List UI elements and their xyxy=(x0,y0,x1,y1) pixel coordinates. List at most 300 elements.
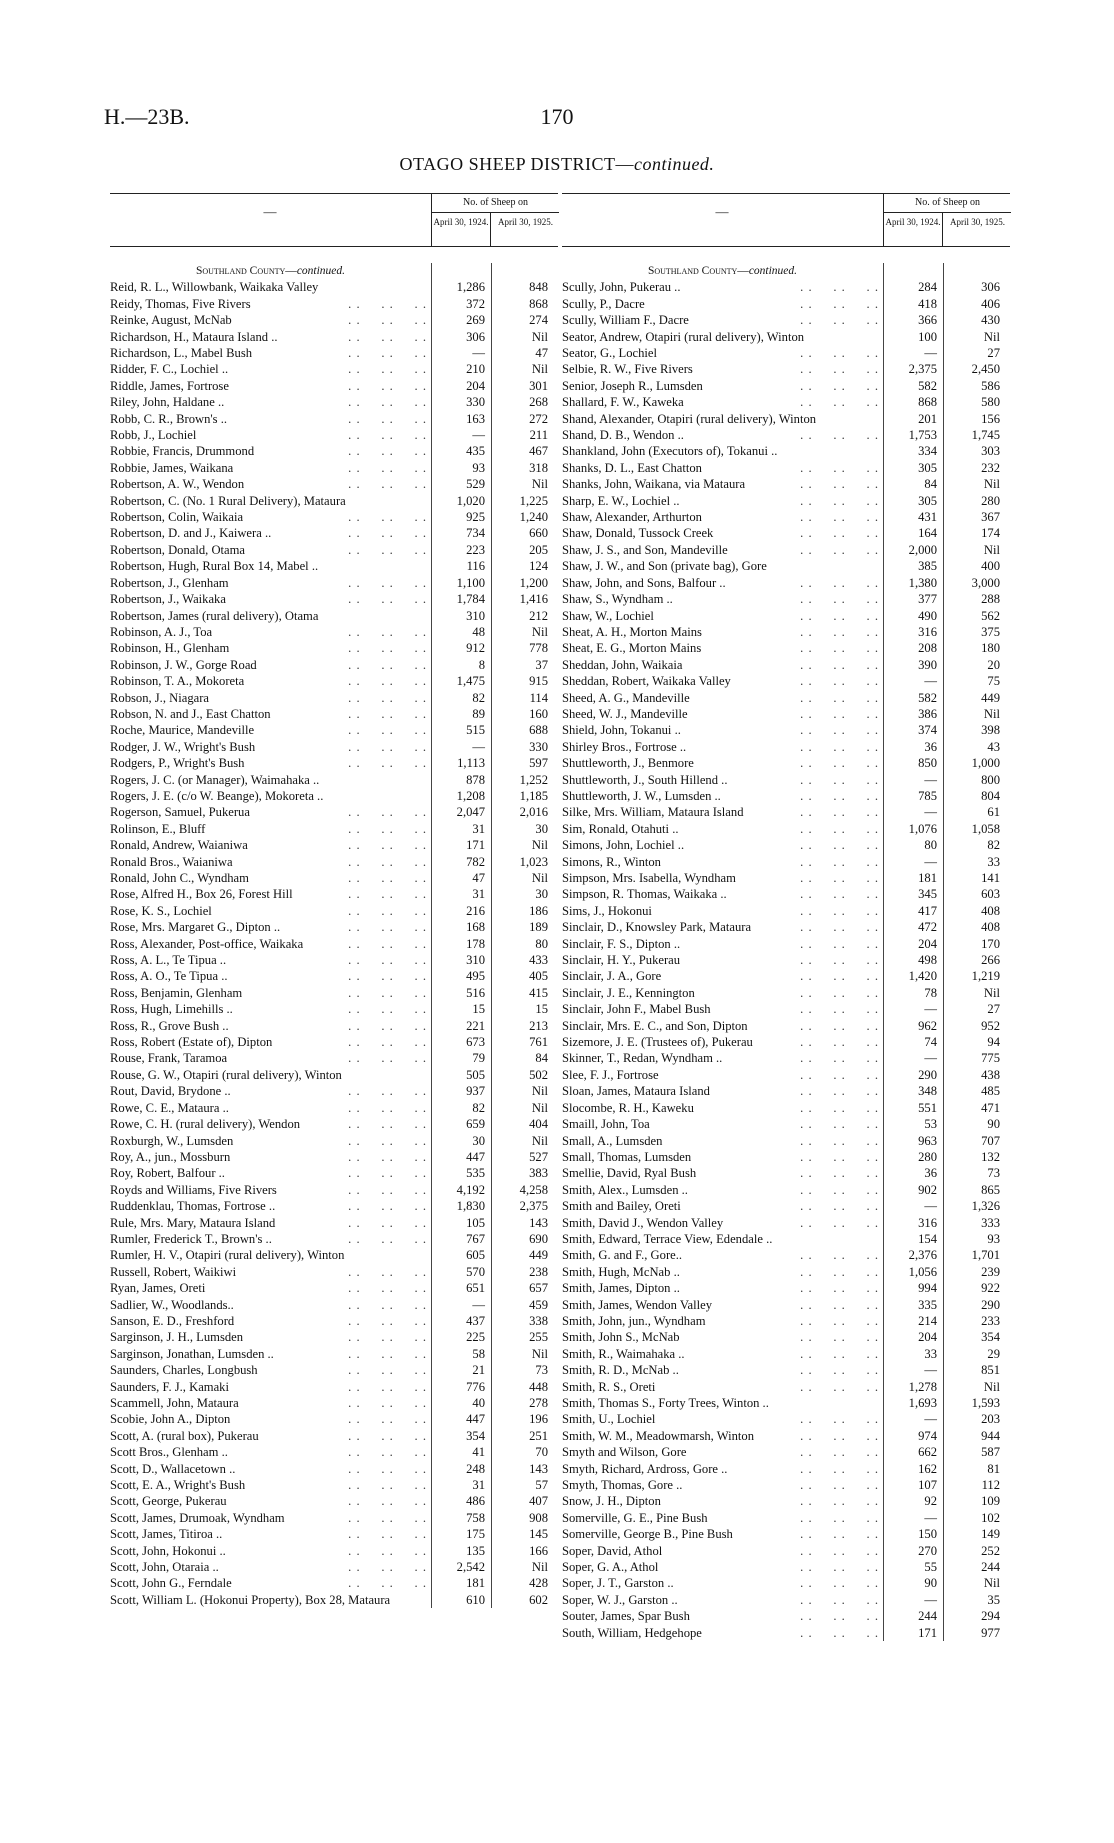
sheep-count-header xyxy=(431,194,559,246)
owner-name: Sims, J., Hokonui xyxy=(562,904,655,918)
owner-name: Selbie, R. W., Five Rivers xyxy=(562,362,696,376)
sheep-1924: 605 xyxy=(466,1248,485,1263)
owner-cell xyxy=(562,854,883,870)
sheep-1924: 734 xyxy=(466,526,485,541)
sheep-1925: 303 xyxy=(981,444,1000,459)
sheep-1925: 562 xyxy=(981,608,1000,623)
sheep-1924: 348 xyxy=(918,1084,937,1099)
owner-cell xyxy=(110,1133,431,1149)
owner-name: Smith, U., Lochiel xyxy=(562,1412,658,1426)
table-row xyxy=(110,608,558,624)
sheep-1924: 582 xyxy=(918,378,937,393)
owner-name: Shaw, Donald, Tussock Creek xyxy=(562,526,716,540)
owner-name: Shaw, John, and Sons, Balfour .. xyxy=(562,576,729,590)
sheep-1925: Nil xyxy=(531,1084,548,1099)
sheep-1924: — xyxy=(472,1297,485,1312)
owner-name: Sanson, E. D., Freshford xyxy=(110,1314,237,1328)
owner-name: Somerville, George B., Pine Bush xyxy=(562,1527,736,1541)
section-continued: continued. xyxy=(296,265,346,277)
sheep-1925: 415 xyxy=(529,985,548,1000)
table-row xyxy=(110,1018,558,1034)
sheep-1925: 170 xyxy=(981,936,1000,951)
owner-cell xyxy=(562,1165,883,1181)
table-row xyxy=(110,772,558,788)
owner-name: Smith, Alex., Lumsden .. xyxy=(562,1183,691,1197)
sheep-1925: 485 xyxy=(981,1084,1000,1099)
owner-name: Roxburgh, W., Lumsden xyxy=(110,1134,236,1148)
table-row xyxy=(562,624,1010,640)
owner-cell xyxy=(110,525,431,541)
owner-name: Scott, James, Titiroa .. xyxy=(110,1527,225,1541)
sheep-1925: 908 xyxy=(529,1510,548,1525)
sheep-1925: 212 xyxy=(529,608,548,623)
year-1924-header: April 30, 1924. xyxy=(432,213,491,246)
sheep-1925: 1,185 xyxy=(519,788,548,803)
sheep-1924: 30 xyxy=(472,1133,485,1148)
owner-name: Rose, K. S., Lochiel xyxy=(110,904,215,918)
table-row xyxy=(110,755,558,771)
sheep-1925: 252 xyxy=(981,1543,1000,1558)
owner-cell xyxy=(562,1608,883,1624)
owner-cell xyxy=(562,394,883,410)
owner-cell xyxy=(110,1116,431,1132)
table-row xyxy=(562,1608,1010,1624)
sheep-1925: 189 xyxy=(529,920,548,935)
table-row xyxy=(562,509,1010,525)
owner-name: Sarginson, Jonathan, Lumsden .. xyxy=(110,1347,277,1361)
sheep-1925: 203 xyxy=(981,1412,1000,1427)
sheep-1924: 850 xyxy=(918,756,937,771)
owner-name: Silke, Mrs. William, Mataura Island xyxy=(562,805,747,819)
owner-cell xyxy=(562,919,883,935)
owner-cell xyxy=(562,329,883,345)
owner-name: Robertson, D. and J., Kaiwera .. xyxy=(110,526,274,540)
table-row xyxy=(562,1444,1010,1460)
owner-cell xyxy=(110,1592,431,1608)
table-row xyxy=(562,854,1010,870)
owner-name: Scott, John, Hokonui .. xyxy=(110,1544,229,1558)
owner-name: Scott, William L. (Hokonui Property), Box 28, Mataura xyxy=(110,1593,393,1607)
sheep-1925: 132 xyxy=(981,1149,1000,1164)
owner-name: Ross, Benjamin, Glenham xyxy=(110,986,245,1000)
sheep-1925: 354 xyxy=(981,1330,1000,1345)
table-row xyxy=(562,952,1010,968)
owner-cell xyxy=(562,1231,883,1247)
table-row xyxy=(110,361,558,377)
sheep-1924: 659 xyxy=(466,1117,485,1132)
section-heading xyxy=(110,263,558,279)
sheep-1925: 166 xyxy=(529,1543,548,1558)
sheep-1925: 143 xyxy=(529,1461,548,1476)
table-row xyxy=(562,755,1010,771)
owner-cell xyxy=(110,1395,431,1411)
owner-cell xyxy=(562,1182,883,1198)
table-row xyxy=(110,1428,558,1444)
sheep-1925: 657 xyxy=(529,1281,548,1296)
sheep-1924: 386 xyxy=(918,706,937,721)
sheep-1924: 31 xyxy=(472,821,485,836)
table-row xyxy=(562,591,1010,607)
sheep-1924: — xyxy=(924,1051,937,1066)
sheep-1925: 82 xyxy=(987,838,1000,853)
sheep-1924: 767 xyxy=(466,1231,485,1246)
sheep-1924: 431 xyxy=(918,510,937,525)
sheep-1925: 2,016 xyxy=(519,805,548,820)
owner-name: Scully, John, Pukerau .. xyxy=(562,280,683,294)
owner-cell xyxy=(110,1215,431,1231)
sheep-1924: 366 xyxy=(918,313,937,328)
table-row xyxy=(562,706,1010,722)
owner-name: Simpson, R. Thomas, Waikaka .. xyxy=(562,887,730,901)
sheep-1924: 306 xyxy=(466,329,485,344)
owner-name: Sheat, A. H., Morton Mains xyxy=(562,625,705,639)
owner-name: Rose, Alfred H., Box 26, Forest Hill xyxy=(110,887,296,901)
sheep-1924: 305 xyxy=(918,493,937,508)
sheep-1925: 1,326 xyxy=(971,1199,1000,1214)
owner-cell xyxy=(110,1428,431,1444)
owner-name: Smaill, John, Toa xyxy=(562,1117,653,1131)
sheep-1925: 33 xyxy=(987,854,1000,869)
sheep-1924: 269 xyxy=(466,313,485,328)
sheep-1924: 912 xyxy=(466,641,485,656)
owner-cell xyxy=(110,821,431,837)
sheep-1924: 1,286 xyxy=(456,280,485,295)
owner-name: Robertson, J., Waikaka xyxy=(110,592,229,606)
table-row xyxy=(562,1493,1010,1509)
sheep-1925: 408 xyxy=(981,920,1000,935)
sheep-1925: 800 xyxy=(981,772,1000,787)
sheep-1924: 535 xyxy=(466,1166,485,1181)
table-row xyxy=(562,1461,1010,1477)
table-row xyxy=(562,1329,1010,1345)
owner-name: Smith, James, Dipton .. xyxy=(562,1281,683,1295)
table-row xyxy=(562,460,1010,476)
owner-cell xyxy=(110,985,431,1001)
owner-cell xyxy=(110,936,431,952)
sheep-1924: 36 xyxy=(924,1166,937,1181)
owner-cell xyxy=(562,378,883,394)
sheep-1925: 977 xyxy=(981,1625,1000,1640)
sheep-1925: Nil xyxy=(983,1379,1000,1394)
table-row xyxy=(562,1543,1010,1559)
sheep-1925: 430 xyxy=(981,313,1000,328)
owner-name: Skinner, T., Redan, Wyndham .. xyxy=(562,1051,725,1065)
table-row xyxy=(110,427,558,443)
table-row xyxy=(110,821,558,837)
owner-cell xyxy=(562,361,883,377)
table-row xyxy=(110,1313,558,1329)
owner-cell xyxy=(110,1444,431,1460)
sheep-1925: 367 xyxy=(981,510,1000,525)
sheep-1924: 1,420 xyxy=(908,969,937,984)
sheep-1924: 178 xyxy=(466,936,485,951)
page-title-main: OTAGO SHEEP DISTRICT— xyxy=(399,154,634,174)
table-body xyxy=(562,263,1010,1641)
sheep-1924: 204 xyxy=(918,1330,937,1345)
owner-name: Ross, Hugh, Limehills .. xyxy=(110,1002,236,1016)
owner-name: Shield, John, Tokanui .. xyxy=(562,723,684,737)
sheep-1924: 163 xyxy=(466,411,485,426)
owner-name: Riley, John, Haldane .. xyxy=(110,395,227,409)
table-row xyxy=(110,443,558,459)
sheep-1925: 4,258 xyxy=(519,1182,548,1197)
owner-cell xyxy=(110,575,431,591)
owner-cell xyxy=(110,443,431,459)
owner-cell xyxy=(110,837,431,853)
sheep-1924: 417 xyxy=(918,903,937,918)
owner-cell xyxy=(110,476,431,492)
owner-cell xyxy=(562,1001,883,1017)
table-row xyxy=(562,1100,1010,1116)
owner-name: Ronald Bros., Waianiwa xyxy=(110,855,236,869)
sheep-1924: 758 xyxy=(466,1510,485,1525)
sheep-1925: 141 xyxy=(981,871,1000,886)
owner-name: Sarginson, J. H., Lumsden xyxy=(110,1330,246,1344)
sheep-1925: 255 xyxy=(529,1330,548,1345)
table-row xyxy=(110,837,558,853)
owner-name: Smyth, Thomas, Gore .. xyxy=(562,1478,685,1492)
sheep-1924: 40 xyxy=(472,1396,485,1411)
table-row xyxy=(562,608,1010,624)
sheep-1924: 15 xyxy=(472,1002,485,1017)
owner-name: Scott, James, Drumoak, Wyndham xyxy=(110,1511,288,1525)
table-row xyxy=(110,1543,558,1559)
sheep-1925: 266 xyxy=(981,953,1000,968)
sheep-1925: 1,225 xyxy=(519,493,548,508)
owner-cell xyxy=(562,1592,883,1608)
table-row xyxy=(562,657,1010,673)
table-row xyxy=(562,936,1010,952)
table-row xyxy=(110,1182,558,1198)
table-row xyxy=(110,1133,558,1149)
sheep-1924: 305 xyxy=(918,460,937,475)
sheep-1924: 437 xyxy=(466,1313,485,1328)
table-header xyxy=(562,193,1010,247)
table-row xyxy=(110,1346,558,1362)
owner-name: Sheddan, John, Waikaia xyxy=(562,658,685,672)
sheep-1924: 105 xyxy=(466,1215,485,1230)
owner-name: Shaw, W., Lochiel xyxy=(562,609,657,623)
owner-cell xyxy=(110,1379,431,1395)
owner-cell xyxy=(562,443,883,459)
table-row xyxy=(562,1083,1010,1099)
owner-name: Shaw, S., Wyndham .. xyxy=(562,592,676,606)
table-row xyxy=(562,411,1010,427)
sheep-1925: 27 xyxy=(987,1002,1000,1017)
table-row xyxy=(562,1477,1010,1493)
sheep-1925: 213 xyxy=(529,1018,548,1033)
sheep-1925: 84 xyxy=(535,1051,548,1066)
sheep-1924: 31 xyxy=(472,1478,485,1493)
owner-cell xyxy=(110,673,431,689)
table-row xyxy=(110,509,558,525)
table-row xyxy=(562,903,1010,919)
sheep-1925: 449 xyxy=(981,690,1000,705)
sheep-1924: 248 xyxy=(466,1461,485,1476)
owner-name: Souter, James, Spar Bush xyxy=(562,1609,693,1623)
owner-name: Smellie, David, Ryal Bush xyxy=(562,1166,699,1180)
sheep-1925: 602 xyxy=(529,1592,548,1607)
sheep-1924: — xyxy=(924,772,937,787)
owner-name: Robb, C. R., Brown's .. xyxy=(110,412,230,426)
table-row xyxy=(110,1149,558,1165)
owner-cell xyxy=(562,936,883,952)
table-row xyxy=(562,821,1010,837)
sheep-1925: 70 xyxy=(535,1445,548,1460)
sheep-1925: 73 xyxy=(987,1166,1000,1181)
sheep-1925: 690 xyxy=(529,1231,548,1246)
owner-cell xyxy=(562,1018,883,1034)
owner-name: Rodgers, P., Wright's Bush xyxy=(110,756,247,770)
owner-cell xyxy=(562,673,883,689)
owner-name: Shankland, John (Executors of), Tokanui .. xyxy=(562,444,780,458)
owner-name: Rogerson, Samuel, Pukerua xyxy=(110,805,253,819)
owner-name: Shaw, J. W., and Son (private bag), Gore xyxy=(562,559,770,573)
table-row xyxy=(562,968,1010,984)
owner-name: Sheed, A. G., Mandeville xyxy=(562,691,693,705)
owner-cell xyxy=(110,1477,431,1493)
owner-name: Rogers, J. E. (c/o W. Beange), Mokoreta .. xyxy=(110,789,326,803)
sheep-1924: 2,375 xyxy=(908,362,937,377)
owner-cell xyxy=(110,1100,431,1116)
sheep-1925: Nil xyxy=(983,329,1000,344)
owner-cell xyxy=(110,361,431,377)
sheep-1924: 515 xyxy=(466,723,485,738)
table-row xyxy=(562,1510,1010,1526)
owner-name: Sheat, E. G., Morton Mains xyxy=(562,641,704,655)
sheep-1924: 498 xyxy=(918,953,937,968)
owner-name: Ryan, James, Oreti xyxy=(110,1281,208,1295)
sheep-1924: 58 xyxy=(472,1346,485,1361)
sheep-1925: 527 xyxy=(529,1149,548,1164)
owner-name: Roche, Maurice, Mandeville xyxy=(110,723,257,737)
owner-name: Sim, Ronald, Otahuti .. xyxy=(562,822,682,836)
table-row xyxy=(562,1297,1010,1313)
sheep-1924: 316 xyxy=(918,624,937,639)
owner-cell xyxy=(110,1411,431,1427)
sheep-1924: 1,056 xyxy=(908,1264,937,1279)
sheep-1925: 438 xyxy=(981,1067,1000,1082)
sheep-1924: 963 xyxy=(918,1133,937,1148)
owner-cell xyxy=(110,657,431,673)
table-row xyxy=(562,1050,1010,1066)
table-row xyxy=(562,575,1010,591)
sheep-1925: 90 xyxy=(987,1117,1000,1132)
sheep-1924: — xyxy=(472,428,485,443)
owner-cell xyxy=(110,854,431,870)
owner-cell xyxy=(562,1625,883,1641)
owner-name: Smith, John S., McNab xyxy=(562,1330,683,1344)
sheep-1925: 61 xyxy=(987,805,1000,820)
owner-name: Ross, A. O., Te Tipua .. xyxy=(110,969,231,983)
owner-cell xyxy=(110,722,431,738)
owner-name: Smith, John, jun., Wyndham xyxy=(562,1314,709,1328)
sheep-count-title: No. of Sheep on xyxy=(432,194,559,213)
owner-name: Ridder, F. C., Lochiel .. xyxy=(110,362,231,376)
owner-name: Robbie, James, Waikana xyxy=(110,461,236,475)
table-row xyxy=(562,690,1010,706)
owner-name: Soper, G. A., Athol xyxy=(562,1560,661,1574)
table-row xyxy=(110,1198,558,1214)
sheep-1925: 1,023 xyxy=(519,854,548,869)
table-row xyxy=(110,558,558,574)
owner-cell xyxy=(110,1346,431,1362)
sheep-1924: 551 xyxy=(918,1100,937,1115)
owner-name: Shaw, Alexander, Arthurton xyxy=(562,510,705,524)
owner-cell xyxy=(110,690,431,706)
owner-cell xyxy=(562,1050,883,1066)
table-row xyxy=(562,1001,1010,1017)
owner-name: Rose, Mrs. Margaret G., Dipton .. xyxy=(110,920,283,934)
owner-name: Slocombe, R. H., Kaweku xyxy=(562,1101,697,1115)
owner-name: Reidy, Thomas, Five Rivers xyxy=(110,297,254,311)
sheep-1924: 447 xyxy=(466,1412,485,1427)
sheep-1925: 851 xyxy=(981,1363,1000,1378)
sheep-1924: 1,693 xyxy=(908,1396,937,1411)
owner-cell xyxy=(110,296,431,312)
owner-cell xyxy=(110,952,431,968)
sheep-1925: Nil xyxy=(983,985,1000,1000)
owner-name: Seator, G., Lochiel xyxy=(562,346,660,360)
table-row xyxy=(562,1346,1010,1362)
owner-name: Smith, Thomas S., Forty Trees, Winton .. xyxy=(562,1396,772,1410)
sheep-1924: 244 xyxy=(918,1609,937,1624)
table-row xyxy=(562,1592,1010,1608)
sheep-1925: 301 xyxy=(529,378,548,393)
report-code: H.—23B. xyxy=(104,104,190,129)
owner-cell xyxy=(562,1313,883,1329)
sheep-1925: 688 xyxy=(529,723,548,738)
sheep-1925: Nil xyxy=(531,477,548,492)
sheep-1924: 2,376 xyxy=(908,1248,937,1263)
sheep-1925: 406 xyxy=(981,296,1000,311)
sheep-1925: 922 xyxy=(981,1281,1000,1296)
sheep-1924: 31 xyxy=(472,887,485,902)
sheep-1924: 334 xyxy=(918,444,937,459)
owner-cell xyxy=(110,312,431,328)
table-row xyxy=(110,690,558,706)
sheep-1924: 1,380 xyxy=(908,575,937,590)
owner-name: Scott, George, Pukerau xyxy=(110,1494,230,1508)
owner-name: Shuttleworth, J. W., Lumsden .. xyxy=(562,789,724,803)
owner-cell xyxy=(562,1149,883,1165)
owner-name: Sheed, W. J., Mandeville xyxy=(562,707,691,721)
sheep-1924: 175 xyxy=(466,1527,485,1542)
sheep-1925: 251 xyxy=(529,1428,548,1443)
sheep-1924: 55 xyxy=(924,1560,937,1575)
sheep-1924: 385 xyxy=(918,559,937,574)
sheep-1925: 35 xyxy=(987,1592,1000,1607)
owner-cell xyxy=(562,1510,883,1526)
sheep-1925: 400 xyxy=(981,559,1000,574)
sheep-1925: Nil xyxy=(983,542,1000,557)
owner-name: Robertson, C. (No. 1 Rural Delivery), Mataura xyxy=(110,494,349,508)
table-row xyxy=(110,1379,558,1395)
owner-name: South, William, Hedgehope xyxy=(562,1626,705,1640)
table-row xyxy=(562,443,1010,459)
sheep-1924: 418 xyxy=(918,296,937,311)
owner-cell xyxy=(562,804,883,820)
sheep-1924: 1,278 xyxy=(908,1379,937,1394)
sheep-1925: 186 xyxy=(529,903,548,918)
owner-cell xyxy=(562,1329,883,1345)
owner-cell xyxy=(110,1001,431,1017)
owner-name: Scully, William F., Dacre xyxy=(562,313,692,327)
sheep-1924: — xyxy=(924,805,937,820)
table-row xyxy=(562,985,1010,1001)
owner-cell xyxy=(562,1280,883,1296)
sheep-1925: 1,593 xyxy=(971,1396,1000,1411)
